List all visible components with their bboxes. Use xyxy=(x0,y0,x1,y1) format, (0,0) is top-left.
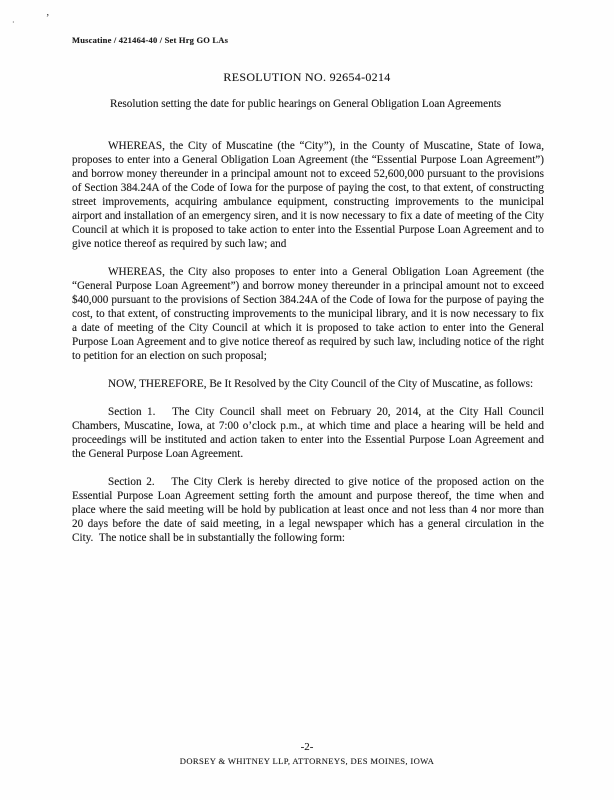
paragraph-whereas-essential-purpose: WHEREAS, the City of Muscatine (the “City”), in the County of Muscatine, State of Iowa, proposes to enter into a General Obligation Loan Agreement (the “Essential Purpose Loan Agreement”) and borrow money thereunder in a principal amount not to exceed 52,600,000 pursuant to the provisions of Section 384.24A of the Code of Iowa for the purpose of paying the cost, to that extent, of constructing street improvements, acquiring ambulance equipment, constructing improvements to the municipal airport and installation of an emergency siren, and it is now necessary to fix a date of meeting of the City Council at which it is proposed to take action to enter into the Essential Purpose Loan Agreement and to give notice thereof as required by such law; and xyxy=(72,140,544,250)
scan-artifact-dot: · xyxy=(12,18,15,27)
paragraph-whereas-general-purpose: WHEREAS, the City also proposes to enter into a General Obligation Loan Agreement (the “General Purpose Loan Agreement”) and borrow money thereunder in a principal amount not to exceed $40,000 pursuant to the provisions of Section 384.24A of the Code of Iowa for the purpose of paying the cost, to that extent, of constructing improvements to the municipal library, and it is now necessary to fix a date of meeting of the City Council at which it is proposed to take action to enter into the General Purpose Loan Agreement and to give notice thereof as required by such law, including notice of the right to petition for an election on such proposal; xyxy=(72,266,544,362)
scan-artifact-tick: ’ xyxy=(46,13,50,24)
file-reference: Muscatine / 421464-40 / Set Hrg GO LAs xyxy=(72,35,229,45)
resolution-title: RESOLUTION NO. 92654-0214 xyxy=(223,70,391,84)
paragraph-now-therefore: NOW, THEREFORE, Be It Resolved by the City Council of the City of Muscatine, as follows: xyxy=(108,378,534,390)
paragraph-section-2: Section 2. The City Clerk is hereby directed to give notice of the proposed action on the Essential Purpose Loan Agreement setting forth the amount and purpose thereof, the time when and place where the said meeting will be hold by publication at least once and not less than 4 nor more than 20 days before the date of said meeting, in a legal newspaper which has a general circulation in the City. The notice shall be in substantially the following form: xyxy=(72,476,544,544)
law-firm-footer: DORSEY & WHITNEY LLP, ATTORNEYS, DES MOINES, IOWA xyxy=(179,756,435,766)
paragraph-section-1: Section 1. The City Council shall meet on February 20, 2014, at the City Hall Council Chambers, Muscatine, Iowa, at 7:00 o’clock p.m., at which time and place a hearing will be held and proceedings will be instituted and action taken to enter into the Essential Purpose Loan Agreement and the General Purpose Loan Agreement. xyxy=(72,406,544,460)
resolution-body xyxy=(72,139,544,559)
resolution-subtitle: Resolution setting the date for public hearings on General Obligation Loan Agreements xyxy=(110,98,502,110)
page-number: -2- xyxy=(300,741,314,753)
